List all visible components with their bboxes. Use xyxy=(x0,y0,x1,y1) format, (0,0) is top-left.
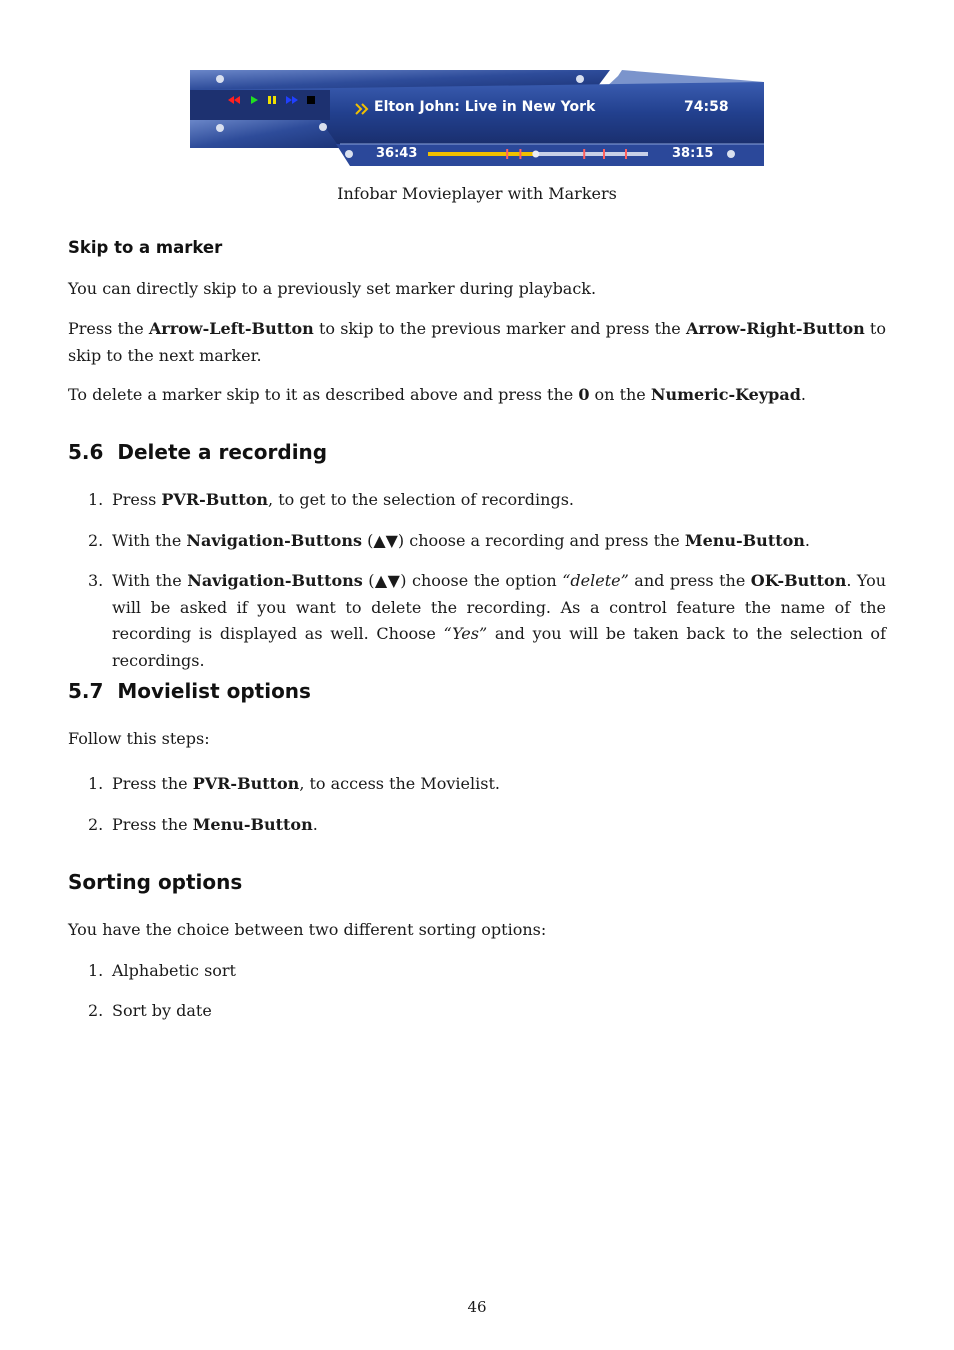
total-time: 74:58 xyxy=(684,99,729,115)
skip-paragraph-2: Press the Arrow-Left-Button to skip to the previous marker and press the Arrow-Right-Button to skip to the next marker. xyxy=(68,319,886,365)
remaining-time: 38:15 xyxy=(672,146,714,161)
progress-knob xyxy=(532,151,539,158)
movielist-intro: Follow this steps: xyxy=(68,729,210,748)
figure-caption: Infobar Movieplayer with Markers xyxy=(337,184,617,203)
progress-marker xyxy=(583,149,585,159)
page-number: 46 xyxy=(467,1298,487,1316)
delete-heading: 5.6 Delete a recording xyxy=(68,440,328,464)
elapsed-time: 36:43 xyxy=(376,146,418,161)
skip-paragraph-1: You can directly skip to a previously set marker during playback. xyxy=(68,279,597,298)
progress-marker xyxy=(625,149,627,159)
skip-heading: Skip to a marker xyxy=(68,238,223,257)
sorting-heading: Sorting options xyxy=(68,870,243,894)
movie-title: Elton John: Live in New York xyxy=(374,99,596,115)
skip-paragraph-3: To delete a marker skip to it as described above and press the 0 on the Numeric-Keypad. xyxy=(68,385,806,404)
infobar-image xyxy=(190,68,764,168)
progress-marker xyxy=(603,149,605,159)
sorting-intro: You have the choice between two different sorting options: xyxy=(68,920,547,939)
progress-marker xyxy=(519,149,521,159)
movielist-heading: 5.7 Movielist options xyxy=(68,679,311,703)
stop-icon xyxy=(307,96,315,104)
progress-marker xyxy=(506,149,508,159)
